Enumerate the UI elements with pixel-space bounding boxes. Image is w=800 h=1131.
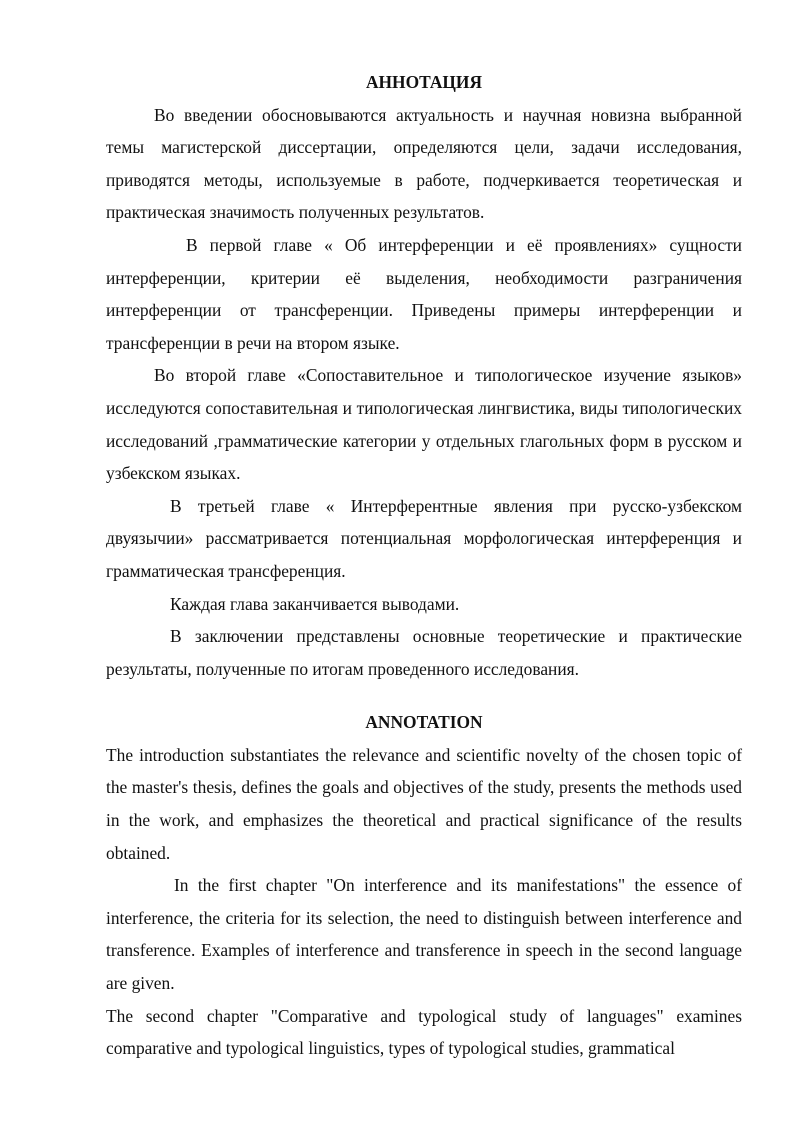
english-paragraph-chapter-two: The second chapter "Comparative and typological study of languages" examines comparative and typological linguistics, types of typological studies, grammatical <box>106 1005 742 1059</box>
russian-paragraph-chapter-two: Во второй главе «Сопоставительное и типологическое изучение языков» исследуются сопоставительная и типологическая лингвистика, виды типологических исследований ,грамматические категории у отдельных глагольных форм в русском и узбекском языках. <box>106 365 742 484</box>
russian-paragraph-introduction: Во введении обосновываются актуальность и научная новизна выбранной темы магистерской диссертации, определяются цели, задачи исследования, приводятся методы, используемые в работе, подчеркивается теоретическая и практическая значимость полученных результатов. <box>106 104 742 223</box>
russian-paragraph-chapter-one: В первой главе « Об интерференции и её проявлениях» сущности интерференции, критерии её выделения, необходимости разграничения интерференции от трансференции. Приведены примеры интерференции и трансференции в речи на втором языке. <box>106 234 742 353</box>
english-paragraph-introduction: The introduction substantiates the relevance and scientific novelty of the chosen topic of the master's thesis, defines the goals and objectives of the study, presents the methods used in the work, and emphasizes the theoretical and practical significance of the results obtained. <box>106 744 742 863</box>
russian-paragraph-conclusion: В заключении представлены основные теоретические и практические результаты, полученные по итогам проведенного исследования. <box>106 626 742 679</box>
english-paragraph-chapter-one: In the first chapter "On interference and its manifestations" the essence of interference, the criteria for its selection, the need to distinguish between interference and transference. Examples of interference and transference in speech in the second language are given. <box>106 875 742 994</box>
russian-annotation-title: АННОТАЦИЯ <box>365 72 483 92</box>
section-spacer <box>106 685 742 706</box>
document-page <box>106 66 742 1065</box>
english-annotation-title: ANNOTATION <box>365 712 483 733</box>
russian-paragraph-conclusions-note: Каждая глава заканчивается выводами. <box>170 593 460 614</box>
russian-paragraph-chapter-three: В третьей главе « Интерферентные явления при русско-узбекском двуязычии» рассматривается потенциальная морфологическая интерференция и грамматическая трансференция. <box>106 495 742 581</box>
